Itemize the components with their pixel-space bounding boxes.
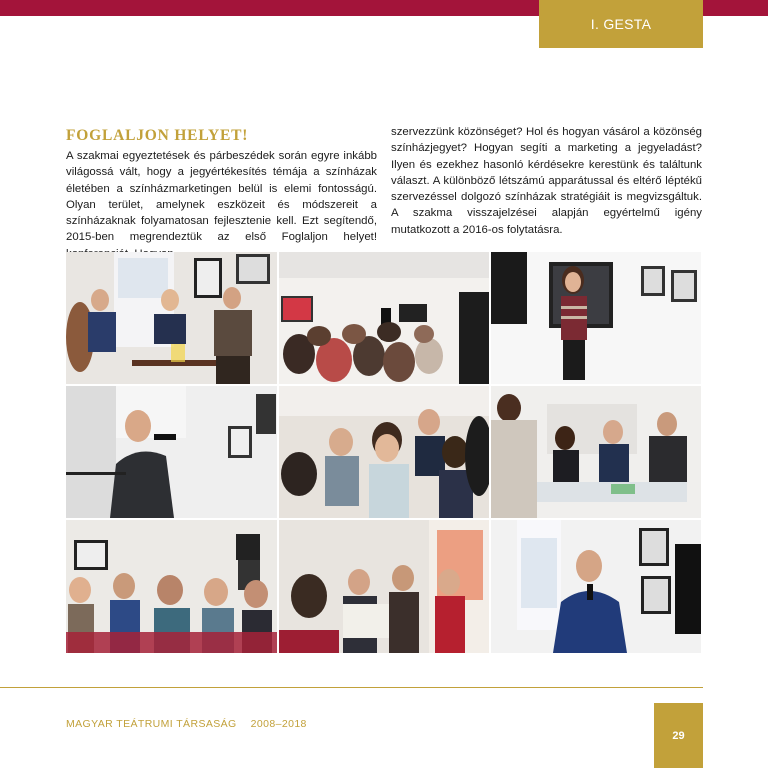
photo-audience-smiling <box>279 386 489 518</box>
section-tab <box>539 0 703 48</box>
article-heading: FOGLALJON HELYET! <box>66 127 249 144</box>
section-label: I. GESTA <box>590 16 652 32</box>
article-column-2: szervezzünk közönséget? Hol és hogyan vásárol a közönség színházjegyet? Hogyan segíti a marketing a jegyeladást? Ilyen és ezekhez hasonló kérdésekre kerestünk és találtunk választ. A különböző létszámú apparátussal és eltérő léptékű szervezéssel dolgozó színházak stratégiáit is megvizsgáltuk. A szakma visszajelzései alapján egyértelmű igény mutatkozott a 2016-os folytatásra. <box>391 126 702 236</box>
page-number-box <box>654 703 703 768</box>
footer-publication <box>66 718 307 730</box>
article-column-1: A szakmai egyeztetések és párbeszédek során egyre inkább világossá vált, hogy a jegyértékesítés témája a színházak életében a színházmarketingen belül is elemi fontosságú. Olyan terület, amelynek eszközeit és módszereit a színházaknak folyamatosan fejlesztenie kell. Ezt segítendő, 2015-ben megrendeztük az első Foglaljon helyet! <box>66 150 377 244</box>
photo-man-microphone <box>66 386 277 518</box>
footer-rule <box>0 687 703 688</box>
photo-grid <box>66 252 703 653</box>
photo-panel-discussion <box>66 252 277 384</box>
page-number: 29 <box>672 729 685 742</box>
photo-audience-newspaper <box>279 520 489 653</box>
photo-speaker-man <box>491 520 701 653</box>
photo-workshop-table <box>491 386 701 518</box>
photo-conference-hall <box>279 252 489 384</box>
publication-name: MAGYAR TEÁTRUMI TÁRSASÁG <box>66 718 237 730</box>
photo-presenter-woman <box>491 252 701 384</box>
publication-years: 2008–2018 <box>250 718 307 730</box>
photo-seated-audience <box>66 520 277 653</box>
